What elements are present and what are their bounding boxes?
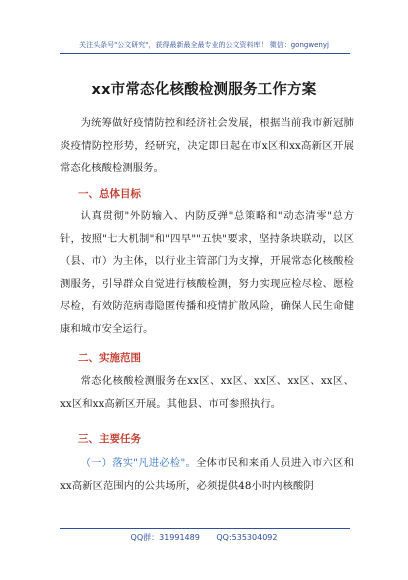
section-heading-tasks: 三、主要任务 xyxy=(78,433,141,445)
section-body-tasks xyxy=(60,452,354,497)
section-body-scope: 常态化核酸检测服务在xx区、xx区、xx区、xx区、xx区、xx区和xx高新区开展。其他县、市可参照执行。 xyxy=(60,375,354,410)
header-banner: 关注头条号"公文研究"，获得最新最全最专业的公文资料库！ 微信：gongwenyj xyxy=(79,41,329,49)
section-body-goals: 认真贯彻"外防输入、内防反弹"总策略和"动态清零"总方针，按照"七大机制"和"四早""五快"要求，坚持条块联动，以区（县、市）为主体，以行业主管部门为支撑，开展常态化核酸检测服务，引导群众自觉进行核酸检测，努力实现应检尽检、愿检尽检，有效防范病毒隐匿传播和疫情扩散风险，确保人民生命健康和城市安全运行。 xyxy=(60,210,354,335)
document-title: xx市常态化核酸检测服务工作方案 xyxy=(91,82,317,98)
intro-paragraph: 为统筹做好疫情防控和经济社会发展，根据当前我市新冠肺炎疫情防控形势，经研究，决定即日起在市x区和xx高新区开展常态化核酸检测服务。 xyxy=(60,117,354,175)
section-heading-scope: 二、实施范围 xyxy=(78,352,141,364)
footer-divider xyxy=(60,528,350,529)
subsection-body: 全体市民和来甬人员进入市六区和xx高新区范围内的公共场所，必须提供48小时内核酸阴 xyxy=(60,457,355,492)
subsection-lead: （一）落实"凡进必检"。 xyxy=(80,457,196,469)
footer-contacts xyxy=(0,532,408,543)
footer-qq-group: QQ群：31991489 xyxy=(130,533,200,542)
header-divider xyxy=(60,53,350,54)
footer-qq-number: QQ:535304092 xyxy=(216,533,278,542)
section-heading-goals: 一、总体目标 xyxy=(78,188,141,200)
